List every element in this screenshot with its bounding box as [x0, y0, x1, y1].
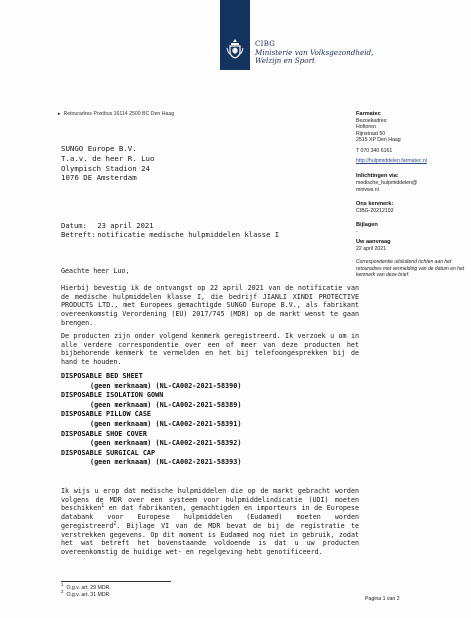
recipient-street: Olympisch Stadion 24 [61, 163, 150, 173]
product-name: DISPOSABLE BED SHEET [61, 372, 143, 380]
department-name: Farmatec [356, 111, 381, 117]
recipient-address [61, 144, 154, 183]
return-address [57, 111, 174, 117]
product-reference: (geen merknaam) (NL-CA002-2021-58393) [90, 458, 242, 467]
info-label: Inlichtingen via: [356, 173, 399, 180]
correspondence-note: Correspondentie uitsluitend richten aan het retouradres met vermelding van de datum en het kenmerk van deze brief. [356, 259, 465, 278]
footnote-ref-1: 1 [101, 504, 105, 510]
paragraph-3 [61, 487, 359, 557]
paragraph-2: De producten zijn onder volgend kenmerk geregistreerd. Ik verzoek u om in alle verdere correspondentie over een of meer van deze producten het bijbehorende kenmerk te vermelden en het bij telefoongesprekken bij de hand te houden. [61, 332, 359, 367]
visit-line-1: Hoftoren [356, 124, 376, 131]
date-label: Datum: [61, 221, 87, 230]
recipient-city: 1076 DE Amsterdam [61, 173, 137, 183]
footnotes [61, 582, 111, 599]
footnote-number: 1 [61, 582, 64, 588]
recipient-attention: T.a.v. de heer R. Luo [61, 153, 155, 163]
paragraph-1: Hierbij bevestig ik de ontvangst op 22 april 2021 van de notificatie van de medische hulpmiddelen klasse I, die bedrijf JIANLI XINDI PROTECTIVE PRODUCTS LTD., met Europees gemachtigde SUNGO Europe B.V., als fabrikant overeenkomstig Verordening (EU) 2017/745 (MDR) op de markt wenst te gaan brengen. [61, 284, 359, 327]
footnote-ref-2: 2 [113, 521, 117, 527]
reference-label: Ons kenmerk: [356, 201, 394, 208]
ministry-logo-text [255, 40, 395, 65]
subject-row [61, 230, 279, 239]
request-date: 22 april 2021 [356, 246, 386, 253]
request-label: Uw aanvraag [356, 239, 391, 246]
footnote-divider [61, 581, 171, 582]
info-email-2[interactable]: minvws.nl [356, 186, 379, 193]
website-link[interactable]: http://hulpmiddelen.farmatec.nl [356, 158, 427, 165]
info-email-1[interactable]: medische_hulpmiddelen@ [356, 180, 418, 187]
footnote-text: O.g.v. art. 31 MDR. [66, 592, 111, 598]
letter-meta [61, 221, 279, 240]
visit-line-2: Rijnstraat 50 [356, 130, 386, 137]
footnote-number: 2 [61, 589, 64, 595]
paragraph-3-part-a: Ik wijs u erop dat medische hulpmiddelen die op de markt gebracht worden volgens de MDR over een systeem voor hulpmiddelindicatie (UDI) moeten beschikken [61, 487, 359, 513]
footnote-text: O.g.v. art. 29 MDR. [66, 585, 111, 591]
crest-icon [226, 38, 244, 60]
subject-value: notificatie medische hulpmiddelen klasse I [97, 230, 280, 240]
attachments-label: Bijlagen [356, 221, 378, 228]
product-name: DISPOSABLE SURGICAL CAP [61, 448, 156, 457]
triangle-icon: ► [57, 111, 62, 116]
recipient-company: SUNGO Europe B.V. [61, 144, 137, 153]
phone-number: T 070 340 6161 [356, 147, 393, 154]
visit-label: Bezoekadres: [356, 118, 388, 124]
org-line-1: Ministerie van Volksgezondheid, [255, 48, 374, 57]
date-value: 23 april 2021 [97, 221, 154, 230]
product-reference: (geen merknaam) (NL-CA002-2021-58389) [90, 400, 242, 409]
salutation: Geachte heer Luo, [61, 267, 130, 275]
product-name: DISPOSABLE SHOE COVER [61, 429, 147, 438]
attachments-value: - [356, 228, 358, 235]
page-number: Pagina 1 van 2 [365, 596, 400, 602]
footnote-2 [61, 589, 111, 599]
reference-value: CIBG-20212193 [356, 208, 394, 215]
paragraph-3-part-c: . Bijlage VI van de MDR bevat de bij de registratie te verstrekken gegevens. Op dit moment is Eudamed nog niet in gebruik, zodat het wat betreft het bovenstaande voldoende is dat u uw producten overeenkomstig de huidige wet- en regelgeving hebt genotificeerd. [61, 521, 359, 556]
sidebar-info [356, 111, 466, 278]
product-name: DISPOSABLE ISOLATION GOWN [61, 391, 164, 400]
product-reference: (geen merknaam) (NL-CA002-2021-58392) [90, 439, 242, 448]
product-name: DISPOSABLE PILLOW CASE [61, 410, 152, 419]
paragraph-3-part-b: en dat fabrikanten, gemachtigden en importeurs in de Europese databank voor Europese hulpmiddelen (Eudamed) moeten worden geregistreerd [61, 504, 359, 530]
product-list [61, 372, 241, 468]
date-row [61, 221, 279, 230]
org-abbr: CIBG [255, 40, 276, 48]
product-reference: (geen merknaam) (NL-CA002-2021-58391) [90, 419, 242, 428]
subject-label: Betreft: [61, 230, 96, 240]
visit-line-3: 2515 XP Den Haag [356, 137, 401, 144]
product-reference: (geen merknaam) (NL-CA002-2021-58390) [90, 381, 242, 390]
org-line-2: Welzijn en Sport [255, 56, 315, 65]
return-address-text: Retouradres Postbus 16114 2500 BC Den Haag [63, 111, 175, 117]
